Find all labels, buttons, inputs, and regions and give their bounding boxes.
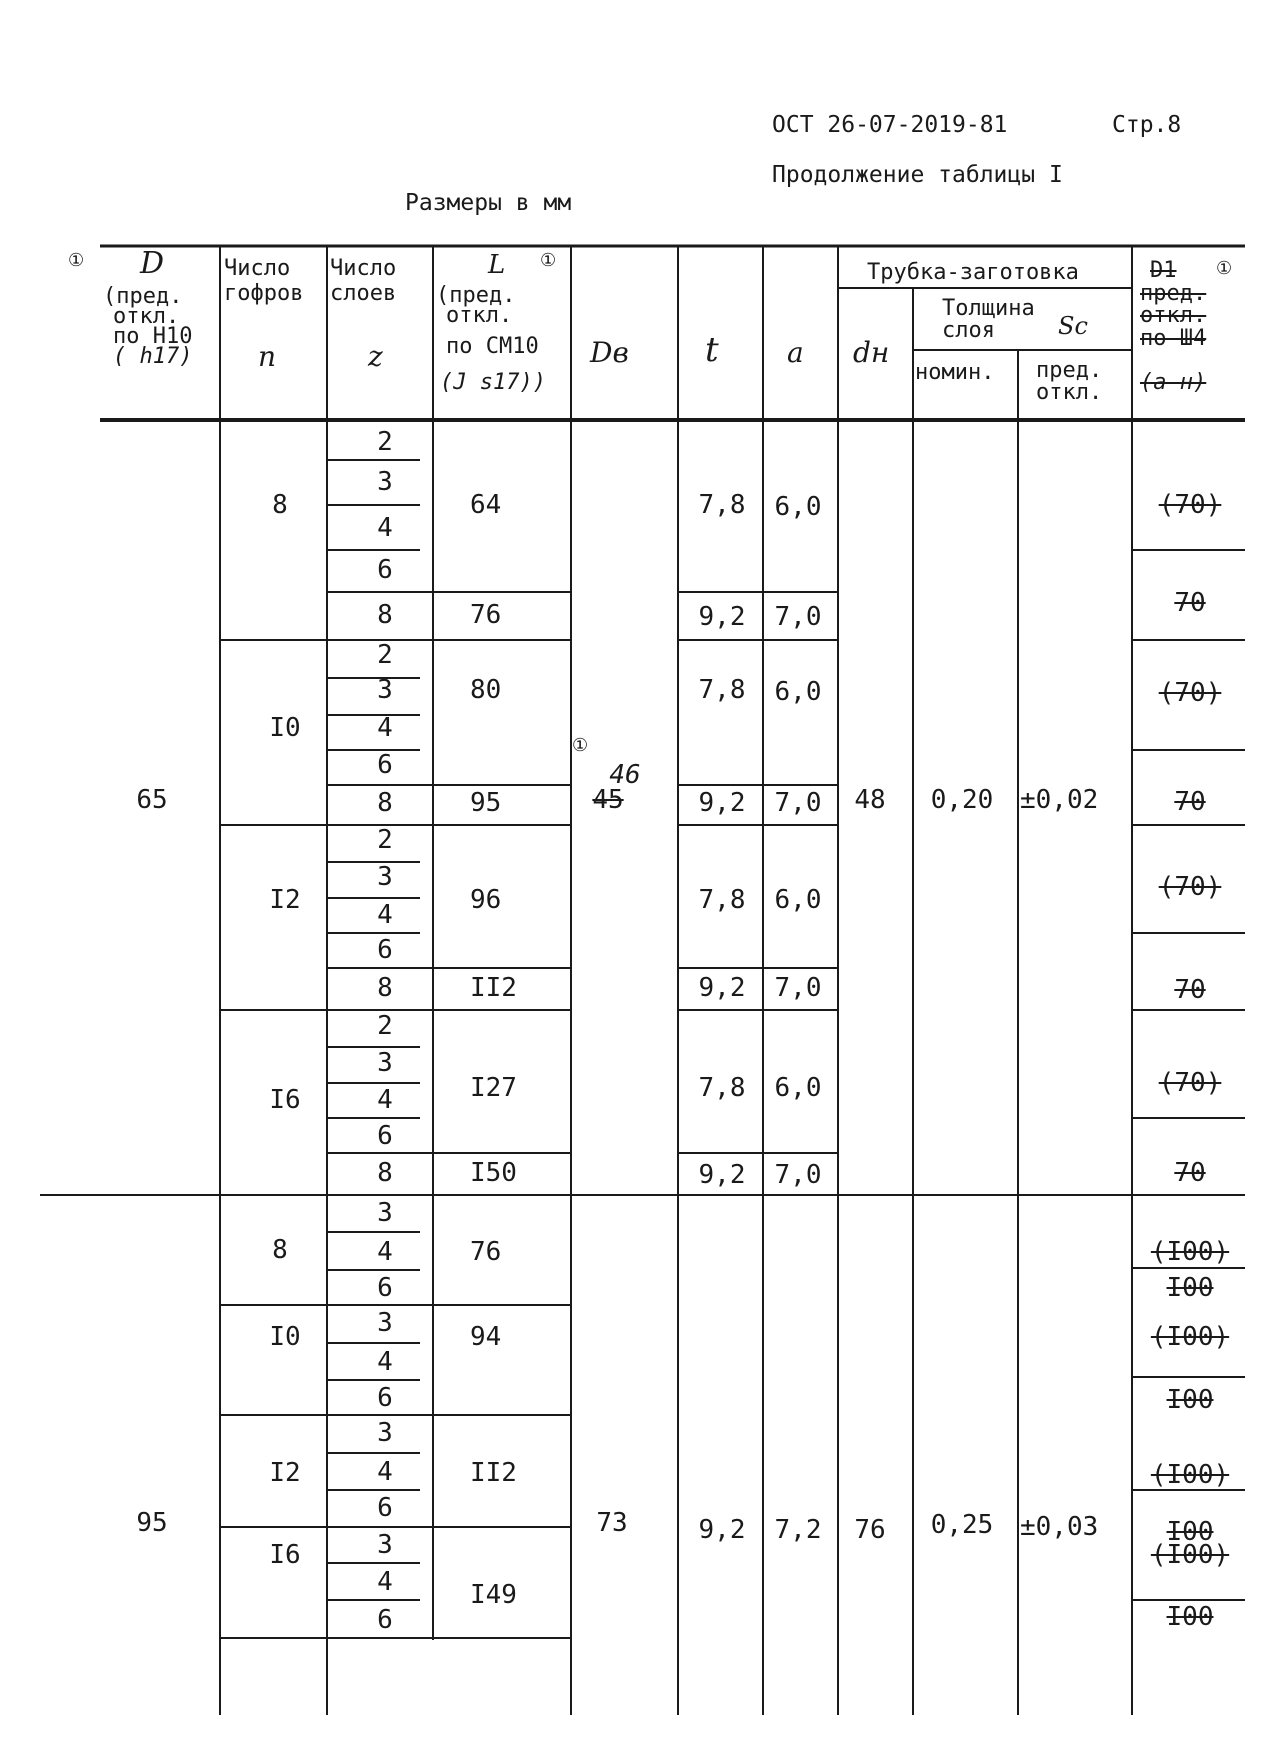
g1b2-a2: 7,0 <box>774 788 822 818</box>
g1b1-a1: 6,0 <box>774 492 822 522</box>
group2-Db: 73 <box>596 1508 628 1538</box>
header-nomin: номин. <box>915 360 995 385</box>
revision-mark: ① <box>68 250 85 271</box>
g1b1-z1: 2 <box>377 427 393 457</box>
g1b1-z2: 3 <box>377 467 393 497</box>
g2b4-D1a: (I00) <box>1150 1540 1230 1570</box>
g2b3-z2: 4 <box>377 1457 393 1487</box>
g2b2-n: I0 <box>269 1322 301 1352</box>
g1b3-D1a: (70) <box>1158 872 1222 902</box>
header-Db: Dв <box>590 336 629 369</box>
units-note: Размеры в мм <box>405 190 572 216</box>
g1b2-z5: 8 <box>377 788 393 818</box>
revision-mark-Db: ① <box>572 735 589 756</box>
g1b4-z2: 3 <box>377 1048 393 1078</box>
g1b1-L1: 64 <box>470 490 502 520</box>
header-corr-1: Число <box>224 256 291 281</box>
header-layers-1: Число <box>330 256 397 281</box>
g1b1-z4: 6 <box>377 555 393 585</box>
g1b3-n: I2 <box>269 885 301 915</box>
header-D1-tol-1: пред. <box>1140 281 1207 306</box>
header-n: n <box>258 340 277 373</box>
g1b4-z5: 8 <box>377 1158 393 1188</box>
g2b1-D1a: (I00) <box>1150 1237 1230 1267</box>
g1b1-z3: 4 <box>377 513 393 543</box>
header-D1-tol-2: откл. <box>1140 303 1207 328</box>
g2b1-z1: 3 <box>377 1198 393 1228</box>
header-layers-2: слоев <box>330 281 397 306</box>
header-dn: dн <box>853 336 890 369</box>
group1-dn: 48 <box>854 785 886 815</box>
document-code: ОСТ 26-07-2019-81 <box>772 112 1008 138</box>
g1b2-L1: 80 <box>470 675 502 705</box>
group2-a: 7,2 <box>774 1515 822 1545</box>
g2b3-z3: 6 <box>377 1493 393 1523</box>
header-D-tol-3: по Н10 <box>113 324 193 349</box>
g1b4-z4: 6 <box>377 1121 393 1151</box>
revision-mark-D1: ① <box>1216 258 1233 279</box>
header-L: L <box>488 250 506 280</box>
g2b3-D1a: (I00) <box>1150 1460 1230 1490</box>
g2b4-D1b: I00 <box>1166 1602 1214 1632</box>
g2b1-D1b: I00 <box>1166 1273 1214 1303</box>
g1b4-t2: 9,2 <box>698 1160 746 1190</box>
g2b4-z2: 4 <box>377 1567 393 1597</box>
revision-mark-L: ① <box>540 250 557 271</box>
g1b3-D1b: 70 <box>1174 975 1206 1005</box>
header-L-tol-2: откл. <box>446 303 513 328</box>
g1b3-z5: 8 <box>377 973 393 1003</box>
g2b2-z3: 6 <box>377 1383 393 1413</box>
g2b1-n: 8 <box>272 1235 288 1265</box>
group2-t: 9,2 <box>698 1515 746 1545</box>
table-continuation: Продолжение таблицы I <box>772 162 1063 188</box>
g1b3-L2: II2 <box>470 973 517 1003</box>
g1b1-n: 8 <box>272 490 288 520</box>
g1b2-t2: 9,2 <box>698 788 746 818</box>
header-D: D <box>140 246 165 281</box>
g1b2-a1: 6,0 <box>774 677 822 707</box>
g1b2-z1: 2 <box>377 640 393 670</box>
g1b1-D1b: 70 <box>1174 588 1206 618</box>
header-layer: слоя <box>942 318 995 343</box>
g1b4-a2: 7,0 <box>774 1160 822 1190</box>
group1-Db-old: 45 <box>592 785 624 815</box>
g2b4-n: I6 <box>269 1540 301 1570</box>
g1b3-z1: 2 <box>377 825 393 855</box>
g1b2-D1a: (70) <box>1158 678 1222 708</box>
g2b3-L: II2 <box>470 1458 517 1488</box>
header-corr-2: гофров <box>224 281 304 306</box>
g1b4-L1: I27 <box>470 1073 517 1103</box>
g1b4-t1: 7,8 <box>698 1073 746 1103</box>
g1b3-z4: 6 <box>377 935 393 965</box>
header-a: a <box>787 336 804 369</box>
header-D-tol-4: ( h17) <box>113 344 193 369</box>
group2-thickness: 0,25 <box>930 1510 994 1540</box>
group1-tolerance: ±0,02 <box>1020 785 1099 815</box>
g2b1-L: 76 <box>470 1237 502 1267</box>
g2b2-z2: 4 <box>377 1347 393 1377</box>
g1b1-z5: 8 <box>377 600 393 630</box>
g2b1-z2: 4 <box>377 1237 393 1267</box>
g1b1-D1a: (70) <box>1158 490 1222 520</box>
g1b4-z3: 4 <box>377 1085 393 1115</box>
g2b1-z3: 6 <box>377 1273 393 1303</box>
g1b4-L2: I50 <box>470 1158 517 1188</box>
g1b2-z4: 6 <box>377 750 393 780</box>
g2b4-L: I49 <box>470 1580 517 1610</box>
g2b2-z1: 3 <box>377 1308 393 1338</box>
header-otkl: откл. <box>1036 380 1103 405</box>
group2-D: 95 <box>136 1508 168 1538</box>
header-pred: пред. <box>1036 358 1103 383</box>
header-D-tol-1: (пред. <box>103 284 183 309</box>
g2b4-z1: 3 <box>377 1530 393 1560</box>
g1b4-D1b: 70 <box>1174 1158 1206 1188</box>
g1b3-L1: 96 <box>470 885 502 915</box>
g2b2-D1b: I00 <box>1166 1385 1214 1415</box>
g1b3-z3: 4 <box>377 900 393 930</box>
header-t: t <box>705 330 719 370</box>
g1b2-n: I0 <box>269 713 301 743</box>
g1b1-a2: 7,0 <box>774 602 822 632</box>
header-Sc: Sc <box>1058 312 1088 340</box>
g1b4-D1a: (70) <box>1158 1068 1222 1098</box>
group1-D: 65 <box>136 785 168 815</box>
g1b1-t1: 7,8 <box>698 490 746 520</box>
g2b2-D1a: (I00) <box>1150 1322 1230 1352</box>
g1b2-z2: 3 <box>377 675 393 705</box>
g1b4-a1: 6,0 <box>774 1073 822 1103</box>
group1-Db-new: 46 <box>609 760 641 790</box>
g1b3-z2: 3 <box>377 862 393 892</box>
g1b2-z3: 4 <box>377 713 393 743</box>
g1b4-n: I6 <box>269 1085 301 1115</box>
g1b2-t1: 7,8 <box>698 675 746 705</box>
g1b3-a1: 6,0 <box>774 885 822 915</box>
g2b2-L: 94 <box>470 1322 502 1352</box>
g1b1-L2: 76 <box>470 600 502 630</box>
g2b3-n: I2 <box>269 1458 301 1488</box>
g1b3-a2: 7,0 <box>774 973 822 1003</box>
header-D1-tol-3: по Ш4 <box>1140 326 1207 351</box>
group2-dn: 76 <box>854 1515 886 1545</box>
header-L-tol-4: (J s17)) <box>440 370 546 395</box>
g1b3-t1: 7,8 <box>698 885 746 915</box>
header-tube: Трубка-заготовка <box>867 260 1079 285</box>
header-L-tol-1: (пред. <box>436 283 516 308</box>
header-D1-tol-4: (а н) <box>1140 370 1207 395</box>
g1b3-t2: 9,2 <box>698 973 746 1003</box>
g2b4-z3: 6 <box>377 1605 393 1635</box>
header-L-tol-3: по СМ10 <box>446 334 539 359</box>
header-thickness: Толщина <box>942 296 1035 321</box>
g1b1-t2: 9,2 <box>698 602 746 632</box>
header-z: z <box>368 340 383 373</box>
g1b2-L2: 95 <box>470 788 502 818</box>
g2b3-z1: 3 <box>377 1418 393 1448</box>
header-D-tol-2: откл. <box>113 304 180 329</box>
g1b2-D1b: 70 <box>1174 787 1206 817</box>
page-number: Стр.8 <box>1112 112 1182 138</box>
group1-thickness: 0,20 <box>930 785 994 815</box>
header-D1: D1 <box>1150 258 1177 283</box>
group2-tolerance: ±0,03 <box>1020 1512 1099 1542</box>
g2b3-D1b: I00 <box>1166 1517 1214 1547</box>
g1b4-z1: 2 <box>377 1011 393 1041</box>
